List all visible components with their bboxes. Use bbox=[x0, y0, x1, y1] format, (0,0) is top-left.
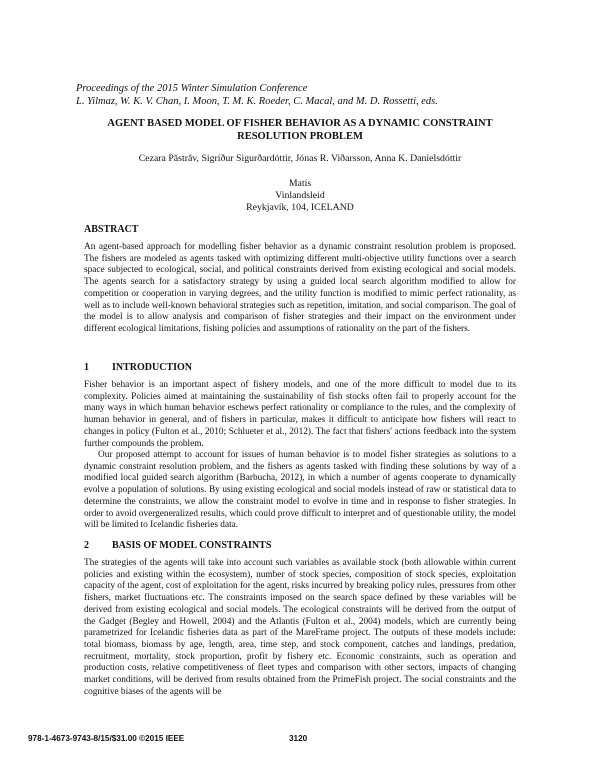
section-number: 1 bbox=[84, 362, 89, 373]
affiliation-city: Reykjavík, 104, ICELAND bbox=[246, 202, 354, 213]
proceedings-line: Proceedings of the 2015 Winter Simulation Conference bbox=[76, 83, 308, 94]
abstract-heading: ABSTRACT bbox=[84, 224, 139, 235]
title-line-1: AGENT BASED MODEL OF FISHER BEHAVIOR AS A DYNAMIC CONSTRAINT bbox=[107, 118, 493, 129]
abstract-text: An agent-based approach for modelling fisher behavior as a dynamic constraint resolution problem is proposed. The fishers are modeled as agents tasked with optimizing different multi-objective utility functions over a search space subjected to ecological, social, and political constraints derived from existing ecological and social models. The agents search for a satisfactory strategy by using a guided local search algorithm modified to allow for competition or cooperation in varying degrees, and the utility function is modified to mimic perfect rationality, as well as to include well-known behavioral strategies such as repetition, imitation, and social comparison. The goal of the model is to allow analysis and comparison of fisher strategies and their impact on the environment under different ecological limitations, fishing policies and assumptions of rationality on the part of the fishers. bbox=[84, 242, 516, 334]
intro-paragraph-1: Fisher behavior is an important aspect of fishery models, and one of the more difficult to model due to its complexity. Policies aimed at maintaining the sustainability of fish stocks often fail to properly account for the many ways in which human behavior eschews perfect rationality or compliance to the rules, and the complexity of human behavior in general, and of fishers in particular, makes it difficult to anticipate how fishers will react to changes in policy (Fulton et al., 2010; Schlueter et al., 2012). The fact that fishers' actions feedback into the system further compounds the problem. bbox=[84, 380, 516, 449]
paper-title bbox=[60, 117, 540, 143]
editors-line: L. Yilmaz, W. K. V. Chan, I. Moon, T. M. K. Roeder, C. Macal, and M. D. Rossetti, eds. bbox=[76, 96, 438, 107]
affiliation-street: Vinlandsleid bbox=[275, 190, 325, 201]
section-title: BASIS OF MODEL CONSTRAINTS bbox=[112, 540, 272, 551]
intro-paragraph-2: Our proposed attempt to account for issues of human behavior is to model fisher strategies as solutions to a dynamic constraint resolution problem, and the fishers as agents tasked with finding these solutions by way of a modified local guided search algorithm (Barbucha, 2012), in which a number of agents cooperate to dynamically evolve a population of solutions. By using existing ecological and social models instead of raw or statistical data to determine the constraints, we allow the constraint model to evolve in time and in response to fisher strategies. In order to avoid overgeneralized results, which could prove difficult to interpret and of questionable utility, the model will be limited to Icelandic fisheries data. bbox=[84, 450, 516, 531]
section-heading-constraints bbox=[84, 540, 271, 552]
page-number: 3120 bbox=[289, 734, 308, 743]
section-title: INTRODUCTION bbox=[112, 362, 193, 373]
section-heading-introduction bbox=[84, 362, 192, 374]
proceedings-header bbox=[76, 82, 536, 108]
constraints-paragraph-1: The strategies of the agents will take into account such variables as available stock (both allowable within current policies and existing within the ecosystem), number of stock species, composition of stock species, exploitation capacity of the agent, cost of exploitation for the agent, risks incurred by breaking policy rules, pressures from other fishers, market fluctuations etc. The constraints imposed on the search space defined by these variables will be derived from existing ecological and social models. The ecological constraints will be derived from the output of the Gadget (Begley and Howell, 2004) and the Atlantis (Fulton et al., 2004) models, which are currently being parametrized for Icelandic fisheries data as part of the MareFrame project. The outputs of these models include: total biomass, biomass by age, length, area, time step, and stock component, catches and landings, predation, recruitment, mortality, stock proportion, profit by fishery etc. Economic constraints, such as operation and production costs, relative competitiveness of fleet types and comparison with other sectors, impacts of changing market conditions, will be derived from results obtained from the PrimeFish project. The social constraints and the cognitive biases of the agents will be bbox=[84, 558, 516, 697]
affiliation bbox=[60, 178, 540, 214]
title-line-2: RESOLUTION PROBLEM bbox=[237, 131, 363, 142]
affiliation-org: Matís bbox=[288, 178, 312, 189]
isbn-copyright: 978-1-4673-9743-8/15/$31.00 ©2015 IEEE bbox=[28, 734, 185, 743]
author-list: Cezara Păstrăv, Sigríður Sigurðardóttir, Jónas R. Viðarsson, Anna K. Daníelsdóttir bbox=[138, 153, 462, 164]
section-number: 2 bbox=[84, 540, 89, 551]
